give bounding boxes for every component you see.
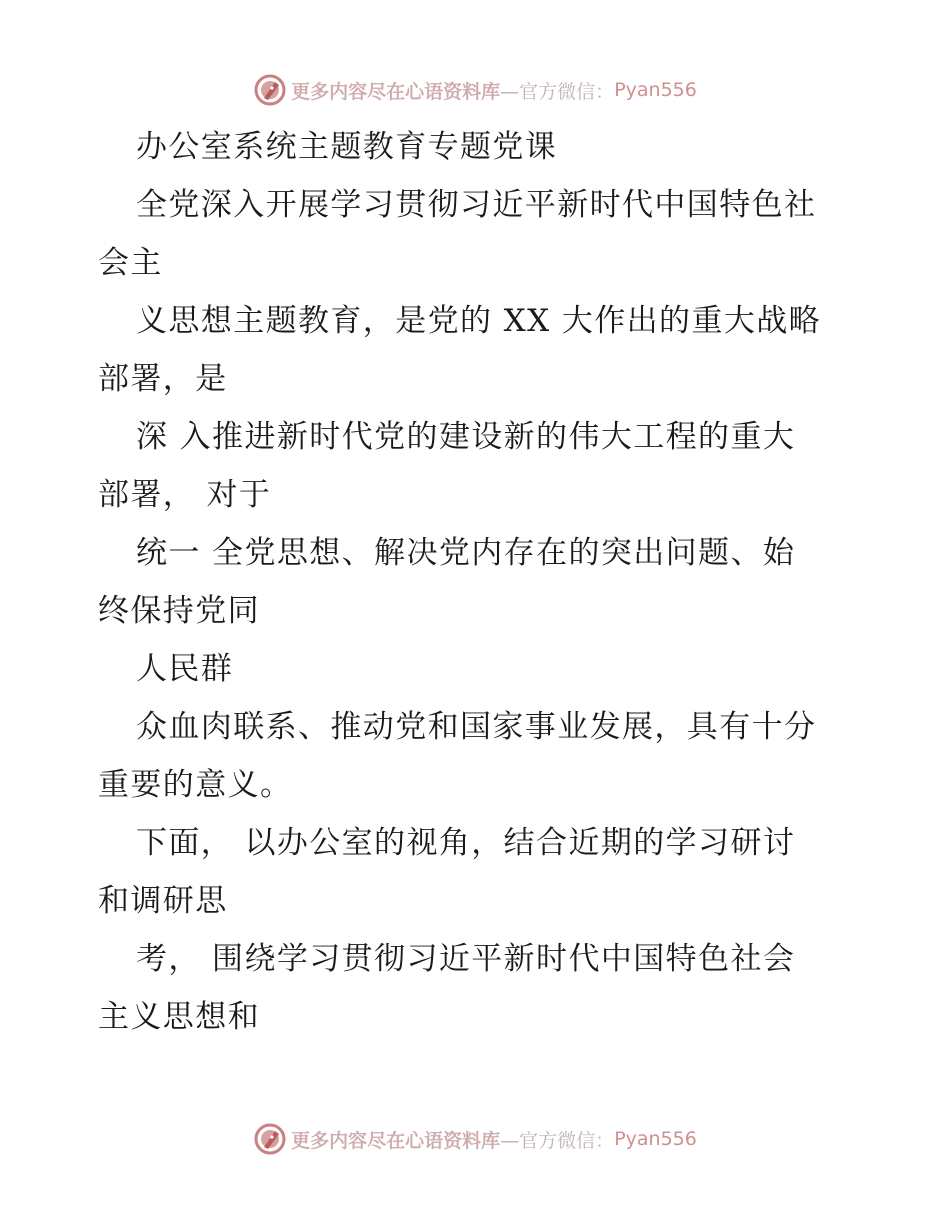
paragraph-line: 考， 围绕学习贯彻习近平新时代中国特色社会 xyxy=(136,941,796,977)
footer-watermark-banner xyxy=(0,1119,950,1159)
paragraph-line: 人民群 xyxy=(136,651,234,687)
paragraph-line: 主义思想和 xyxy=(98,999,260,1035)
document-body xyxy=(98,118,858,1046)
pen-nib-seal-icon xyxy=(253,1122,287,1156)
paragraph-line: 全党深入开展学习贯彻习近平新时代中国特色社 xyxy=(136,187,817,223)
paragraph-line: 部署， 对于 xyxy=(98,477,272,513)
header-banner-wechat-label: —官方微信： xyxy=(500,80,615,103)
header-banner-wechat-id: Pyan556 xyxy=(614,79,697,101)
document-title: 办公室系统主题教育专题党课 xyxy=(136,129,558,165)
paragraph-line: 下面， 以办公室的视角，结合近期的学习研讨 xyxy=(136,825,796,861)
paragraph-line: 众血肉联系、推动党和国家事业发展，具有十分 xyxy=(136,709,817,745)
paragraph-line: 统一 全党思想、解决党内存在的突出问题、始 xyxy=(136,535,796,571)
paragraph-line: 终保持党同 xyxy=(98,593,260,629)
header-watermark-banner xyxy=(0,70,950,110)
footer-banner-title: 更多内容尽在心语资料库 xyxy=(291,1129,501,1152)
paragraph-line: 义思想主题教育，是党的 XX 大作出的重大战略 xyxy=(136,303,822,339)
paragraph-line: 深 入推进新时代党的建设新的伟大工程的重大 xyxy=(136,419,796,455)
footer-banner-wechat-label: —官方微信： xyxy=(500,1129,615,1152)
paragraph-line: 和调研思 xyxy=(98,883,228,919)
header-banner-title: 更多内容尽在心语资料库 xyxy=(291,80,501,103)
paragraph-line: 部署，是 xyxy=(98,361,228,397)
footer-banner-wechat-id: Pyan556 xyxy=(614,1128,697,1150)
paragraph-line: 会主 xyxy=(98,245,163,281)
paragraph-line: 重要的意义。 xyxy=(98,767,293,803)
pen-nib-seal-icon xyxy=(253,73,287,107)
